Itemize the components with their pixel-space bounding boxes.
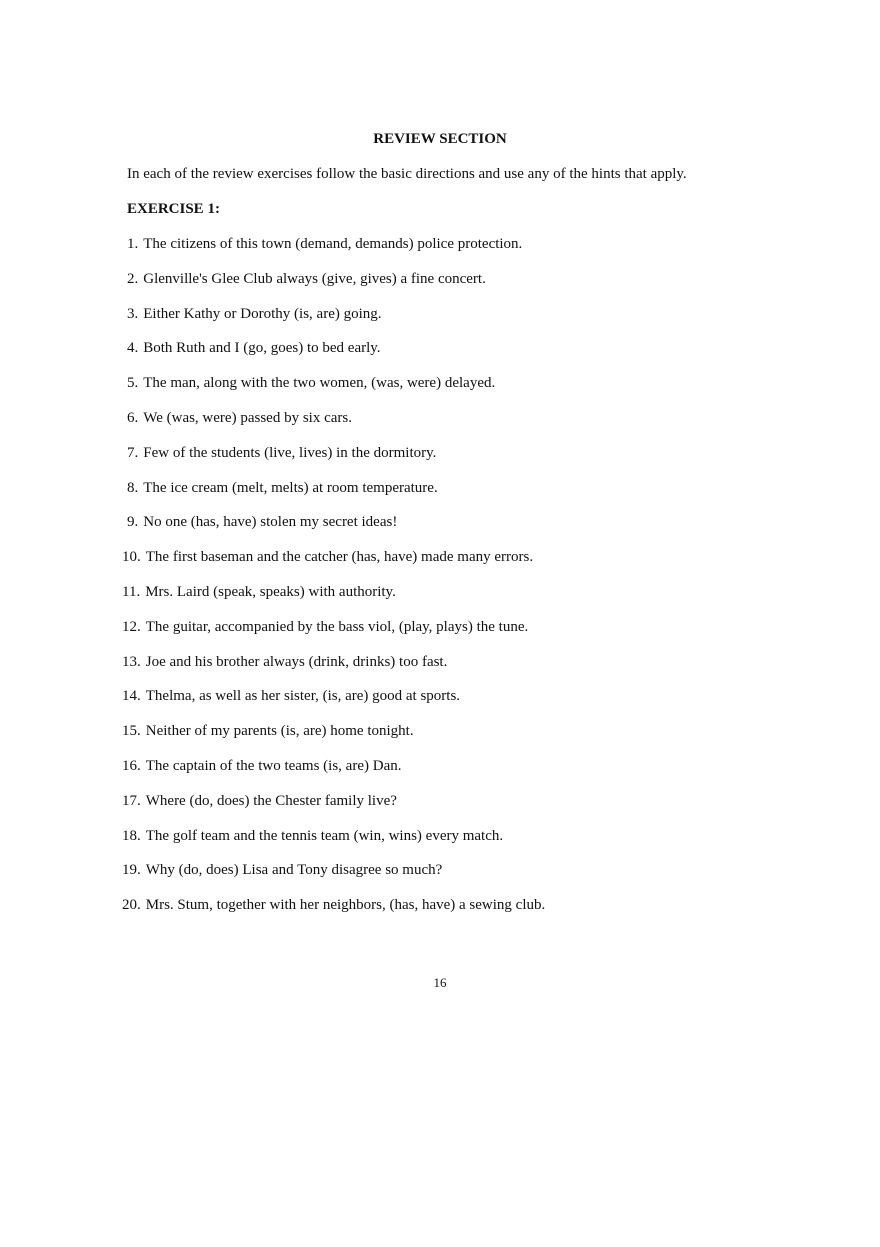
- page-number: 16: [433, 975, 447, 990]
- exercise-item: [122, 793, 545, 828]
- exercise-list: [122, 236, 546, 932]
- item-text: Glenville's Glee Club always (give, gives) a fine concert.: [143, 270, 486, 287]
- exercise-item: [127, 340, 545, 375]
- item-number: 7.: [127, 444, 139, 461]
- exercise-item: [122, 688, 545, 723]
- exercise-item: [122, 828, 545, 863]
- item-number: 12.: [122, 618, 141, 635]
- item-number: 6.: [127, 409, 139, 426]
- item-number: 15.: [122, 723, 141, 740]
- item-text: The first baseman and the catcher (has, have) made many errors.: [145, 549, 534, 566]
- exercise-item: [127, 306, 545, 341]
- exercise-item: [122, 584, 545, 619]
- exercise-item: [122, 758, 545, 793]
- exercise-item: [122, 897, 545, 932]
- item-text: Neither of my parents (is, are) home tonight.: [145, 723, 414, 740]
- item-text: Either Kathy or Dorothy (is, are) going.: [143, 305, 382, 322]
- exercise-item: [127, 480, 545, 515]
- exercise-item: [122, 619, 545, 654]
- item-text: Both Ruth and I (go, goes) to bed early.: [143, 340, 381, 357]
- item-text: Where (do, does) the Chester family live?: [145, 792, 397, 809]
- item-text: Joe and his brother always (drink, drinks) too fast.: [145, 653, 448, 670]
- item-number: 16.: [122, 757, 141, 774]
- item-number: 10.: [122, 549, 141, 566]
- item-text: Mrs. Laird (speak, speaks) with authority.: [145, 583, 396, 600]
- item-text: Mrs. Stum, together with her neighbors, (has, have) a sewing club.: [145, 897, 546, 914]
- item-number: 5.: [127, 375, 139, 392]
- item-number: 18.: [122, 827, 141, 844]
- intro-text: In each of the review exercises follow the basic directions and use any of the hints that apply.: [127, 166, 687, 182]
- exercise-item: [127, 375, 545, 410]
- exercise-item: [127, 236, 545, 271]
- exercise-item: [122, 654, 545, 689]
- item-number: 2.: [127, 270, 139, 287]
- exercise-item: [122, 862, 545, 897]
- item-text: We (was, were) passed by six cars.: [143, 409, 352, 426]
- exercise-item: [122, 723, 545, 758]
- exercise-heading: EXERCISE 1:: [127, 201, 220, 217]
- item-number: 1.: [127, 236, 139, 252]
- item-number: 4.: [127, 340, 139, 357]
- item-text: The captain of the two teams (is, are) Dan.: [145, 757, 402, 774]
- item-text: The ice cream (melt, melts) at room temperature.: [143, 479, 438, 496]
- item-text: The man, along with the two women, (was, were) delayed.: [143, 375, 496, 392]
- item-text: Why (do, does) Lisa and Tony disagree so much?: [145, 862, 443, 879]
- exercise-item: [127, 445, 545, 480]
- exercise-item: [127, 410, 545, 445]
- item-number: 13.: [122, 653, 141, 670]
- item-text: The citizens of this town (demand, demands) police protection.: [143, 236, 523, 252]
- item-number: 19.: [122, 862, 141, 879]
- item-number: 11.: [122, 583, 141, 600]
- item-text: No one (has, have) stolen my secret ideas!: [143, 514, 398, 531]
- item-text: The golf team and the tennis team (win, wins) every match.: [145, 827, 504, 844]
- item-text: Thelma, as well as her sister, (is, are) good at sports.: [145, 688, 461, 705]
- item-text: The guitar, accompanied by the bass viol, (play, plays) the tune.: [145, 618, 529, 635]
- item-number: 3.: [127, 305, 139, 322]
- item-number: 9.: [127, 514, 139, 531]
- item-number: 8.: [127, 479, 139, 496]
- exercise-item: [127, 271, 545, 306]
- exercise-item: [122, 549, 545, 584]
- exercise-item: [127, 514, 545, 549]
- item-number: 14.: [122, 688, 141, 705]
- item-number: 20.: [122, 897, 141, 914]
- section-title: REVIEW SECTION: [373, 131, 507, 147]
- item-text: Few of the students (live, lives) in the dormitory.: [143, 444, 437, 461]
- item-number: 17.: [122, 792, 141, 809]
